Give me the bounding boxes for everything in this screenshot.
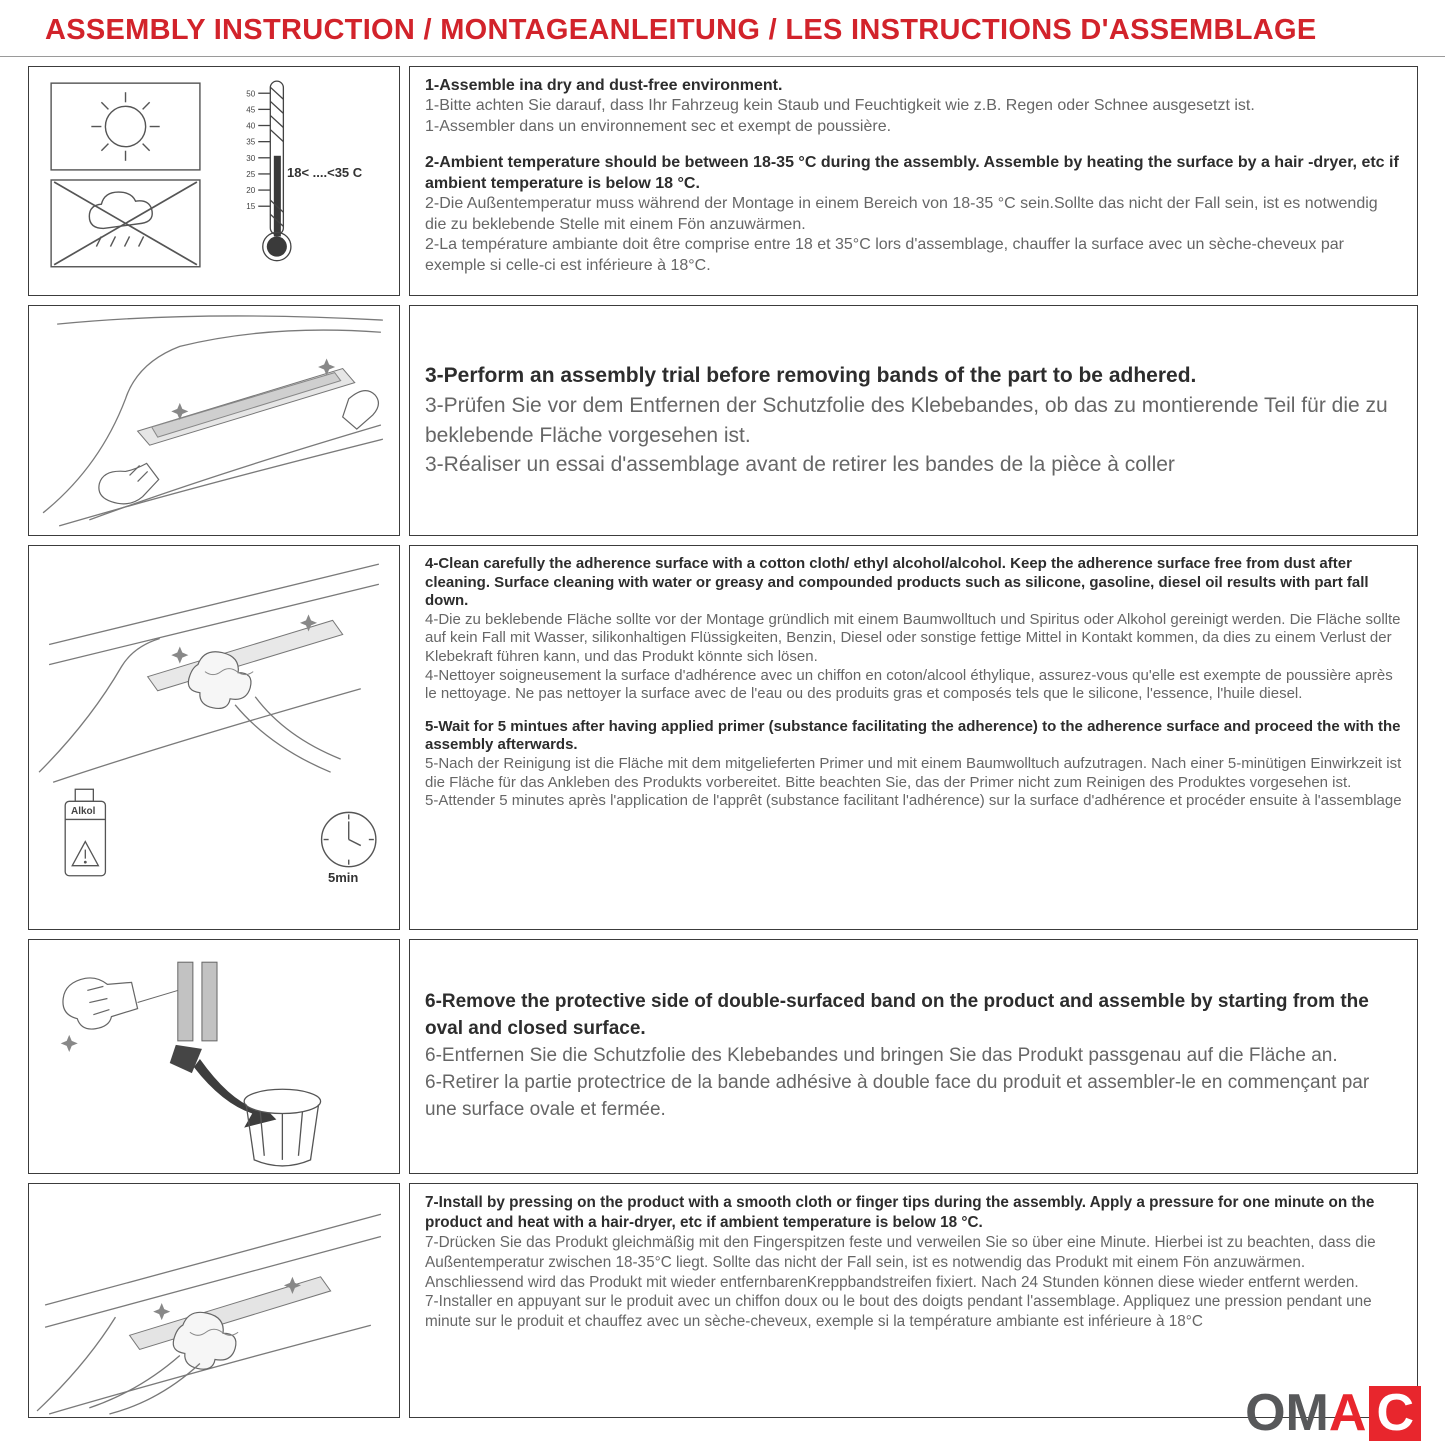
step-5-en: 5-Wait for 5 mintues after having applied primer (substance facilitating the adherence) to the adherence surface and proceed the with the assembly afterwards. bbox=[425, 717, 1401, 754]
illustration-assembly-trial bbox=[28, 305, 400, 536]
hand-with-cloth-icon bbox=[188, 652, 340, 772]
section-step-4-5 bbox=[28, 545, 1418, 930]
step-1-fr: 1-Assembler dans un environnement sec et exempt de poussière. bbox=[425, 117, 892, 135]
clock-5min-label: 5min bbox=[328, 870, 359, 885]
illustration-environment bbox=[28, 66, 400, 296]
no-rain-icon bbox=[51, 180, 200, 267]
step-4-de: 4-Die zu beklebende Fläche sollte vor der Montage gründlich mit einem Baumwolltuch und Spiritus oder Alkohol gereinigt werden. Die Fläche sollte auf kein Fall mit Wasser, silikonhaltigen Flüssigkeiten, Benzin, Diesel oder sonstige fettige Mittel in Kontakt kommen, da dies zu einem Verlust der Klebekraft führen kann, und das Produkt könnte sich lösen. bbox=[425, 610, 1401, 665]
remove-band-illustration bbox=[29, 940, 399, 1173]
step-1-de: 1-Bitte achten Sie darauf, dass Ihr Fahrzeug kein Staub und Feuchtigkeit wie z.B. Regen oder Schnee ausgesetzt ist. bbox=[425, 97, 1255, 115]
step-3-en: 3-Perform an assembly trial before removing bands of the part to be adhered. bbox=[425, 363, 1197, 387]
illustration-cleaning bbox=[28, 545, 400, 930]
section-step-3 bbox=[28, 305, 1418, 536]
adhesive-band-strips bbox=[138, 962, 217, 1041]
section-step-6 bbox=[28, 939, 1418, 1174]
step-4-en: 4-Clean carefully the adherence surface with a cotton cloth/ ethyl alcohol/alcohol. Keep the adherence surface free from dust after cleaning. Surface cleaning with water or greasy and compounded products such as silicone, gasoline, diesel oil results with part fall down. bbox=[425, 555, 1369, 610]
environment-illustration bbox=[29, 67, 399, 295]
alcohol-bottle-icon bbox=[65, 789, 105, 875]
omac-logo bbox=[1245, 1386, 1421, 1441]
instruction-sheet bbox=[0, 66, 1445, 1418]
thermometer-range-label: 18< ....<35 C bbox=[287, 165, 363, 180]
step-5-group bbox=[425, 718, 1402, 811]
step-6-de: 6-Entfernen Sie die Schutzfolie des Klebebandes und bringen Sie das Produkt passgenau auf die Fläche an. bbox=[425, 1045, 1338, 1067]
trash-bin-icon bbox=[244, 1089, 320, 1166]
logo-a: A bbox=[1328, 1384, 1367, 1442]
step-2-group bbox=[425, 153, 1402, 276]
illustration-pressing bbox=[28, 1183, 400, 1418]
svg-text:45: 45 bbox=[246, 105, 256, 115]
step-3-de: 3-Prüfen Sie vor dem Entfernen der Schutzfolie des Klebebandes, ob das zu montierende Teil für die zu beklebende Fläche vorgesehen ist. bbox=[425, 393, 1388, 447]
step-2-de: 2-Die Außentemperatur muss während der Montage in einem Bereich von 18-35 °C sein.Sollte das nicht der Fall sein, ist es notwendig die zu beklebende Stelle mit einem Fön anzuwärmen. bbox=[425, 195, 1378, 233]
sun-icon bbox=[51, 83, 200, 170]
alcohol-bottle-label: Alkol bbox=[71, 806, 96, 817]
step-1-en: 1-Assemble ina dry and dust-free environment. bbox=[425, 77, 783, 94]
logo-om: OM bbox=[1245, 1384, 1329, 1442]
step-2-en: 2-Ambient temperature should be between 18-35 °C during the assembly. Assemble by heating the surface by a hair -dryer, etc if ambient temperature is below 18 °C. bbox=[425, 154, 1399, 192]
thermometer-icon bbox=[246, 81, 291, 261]
step-3-group bbox=[425, 361, 1402, 480]
assembly-trial-illustration bbox=[29, 306, 399, 535]
section-step-7 bbox=[28, 1183, 1418, 1418]
step-5-de: 5-Nach der Reinigung ist die Fläche mit dem mitgelieferten Primer und mit einem Baumwolltuch aufzutragen. Nach einer 5-minütigen Einwirkzeit ist die Fläche für das Ankleben des Produkts vorbereitet. Bitte beachten Sie, das der Primer nicht zum Reinigen des Produktes vorgesehen ist. bbox=[425, 754, 1402, 791]
step-3-fr: 3-Réaliser un essai d'assemblage avant de retirer les bandes de la pièce à coller bbox=[425, 453, 1175, 477]
step-3-text bbox=[409, 305, 1418, 536]
svg-text:15: 15 bbox=[246, 202, 256, 212]
hand-icon bbox=[63, 978, 138, 1029]
step-6-en: 6-Remove the protective side of double-surfaced band on the product and assemble by starting from the oval and closed surface. bbox=[425, 991, 1369, 1040]
step-6-fr: 6-Retirer la partie protectrice de la bande adhésive à double face du produit et assembler-le en commençant par une surface ovale et fermée. bbox=[425, 1071, 1370, 1120]
sparkle-icon bbox=[171, 647, 188, 664]
step-4-group bbox=[425, 555, 1402, 704]
pressing-illustration bbox=[29, 1184, 399, 1417]
step-1-group bbox=[425, 76, 1402, 137]
step-6-group bbox=[425, 989, 1402, 1124]
step-7-fr: 7-Installer en appuyant sur le produit avec un chiffon doux ou le bout des doigts pendant l'assemblage. Appliquez une pression pendant une minute sur le produit et chauffez avec un sèche-cheveux, exemple si la température ambiante est inférieure à 18°C bbox=[425, 1293, 1372, 1331]
step-7-en: 7-Install by pressing on the product with a smooth cloth or finger tips during the assembly. Apply a pressure for one minute on the product and heat with a hair-dryer, etc if ambient temperature is below 18 °C. bbox=[425, 1194, 1375, 1231]
section-step-1-2 bbox=[28, 66, 1418, 296]
svg-text:25: 25 bbox=[246, 169, 256, 179]
step-7-text bbox=[409, 1183, 1418, 1418]
sparkle-icon bbox=[153, 1303, 170, 1320]
step-6-text bbox=[409, 939, 1418, 1174]
sparkle-icon bbox=[61, 1035, 78, 1052]
svg-text:30: 30 bbox=[246, 153, 256, 163]
step-4-5-text bbox=[409, 545, 1418, 930]
clock-icon bbox=[322, 812, 376, 866]
logo-c: C bbox=[1369, 1386, 1421, 1441]
step-5-fr: 5-Attender 5 minutes après l'application de l'apprêt (substance facilitant l'adhérence) sur la surface d'adhérence et procéder ensuite à l'assemblage bbox=[425, 792, 1402, 810]
svg-text:20: 20 bbox=[246, 186, 256, 196]
step-1-2-text bbox=[409, 66, 1418, 296]
right-hand-icon bbox=[343, 391, 379, 430]
svg-text:50: 50 bbox=[246, 89, 256, 99]
page-header bbox=[0, 0, 1445, 57]
step-7-group bbox=[425, 1193, 1402, 1332]
step-2-fr: 2-La température ambiante doit être comprise entre 18 et 35°C lors d'assemblage, chauffer la surface avec un sèche-cheveux par exemple si celle-ci est inférieure à 18°C. bbox=[425, 236, 1344, 274]
page-title: ASSEMBLY INSTRUCTION / MONTAGEANLEITUNG / LES INSTRUCTIONS D'ASSEMBLAGE bbox=[45, 14, 1317, 46]
svg-text:35: 35 bbox=[246, 137, 256, 147]
step-4-fr: 4-Nettoyer soigneusement la surface d'adhérence avec un chiffon en coton/alcool éthylique, assurez-vous qu'elle est exempte de poussière après le nettoyage. Ne pas nettoyer la surface avec de l'eau ou des produits gras et composés tels que le silicone, l'essence, l'huile diesel. bbox=[425, 666, 1393, 703]
step-7-de: 7-Drücken Sie das Produkt gleichmäßig mit den Fingerspitzen feste und verweilen Sie so über eine Minute. Hierbei ist zu beachten, dass die Außentemperatur zwischen 18-35°C liegt. Sollte das nicht der Fall sein, ist es notwendig das Produkt mit einem Fön anzuwärmen. Anschliessend wird das Produkt mit wieder entfernbarenKreppbandstreifen fixiert. Nach 24 Stunden können diese wieder entfernt werden. bbox=[425, 1233, 1376, 1291]
svg-text:40: 40 bbox=[246, 121, 256, 131]
illustration-remove-band bbox=[28, 939, 400, 1174]
